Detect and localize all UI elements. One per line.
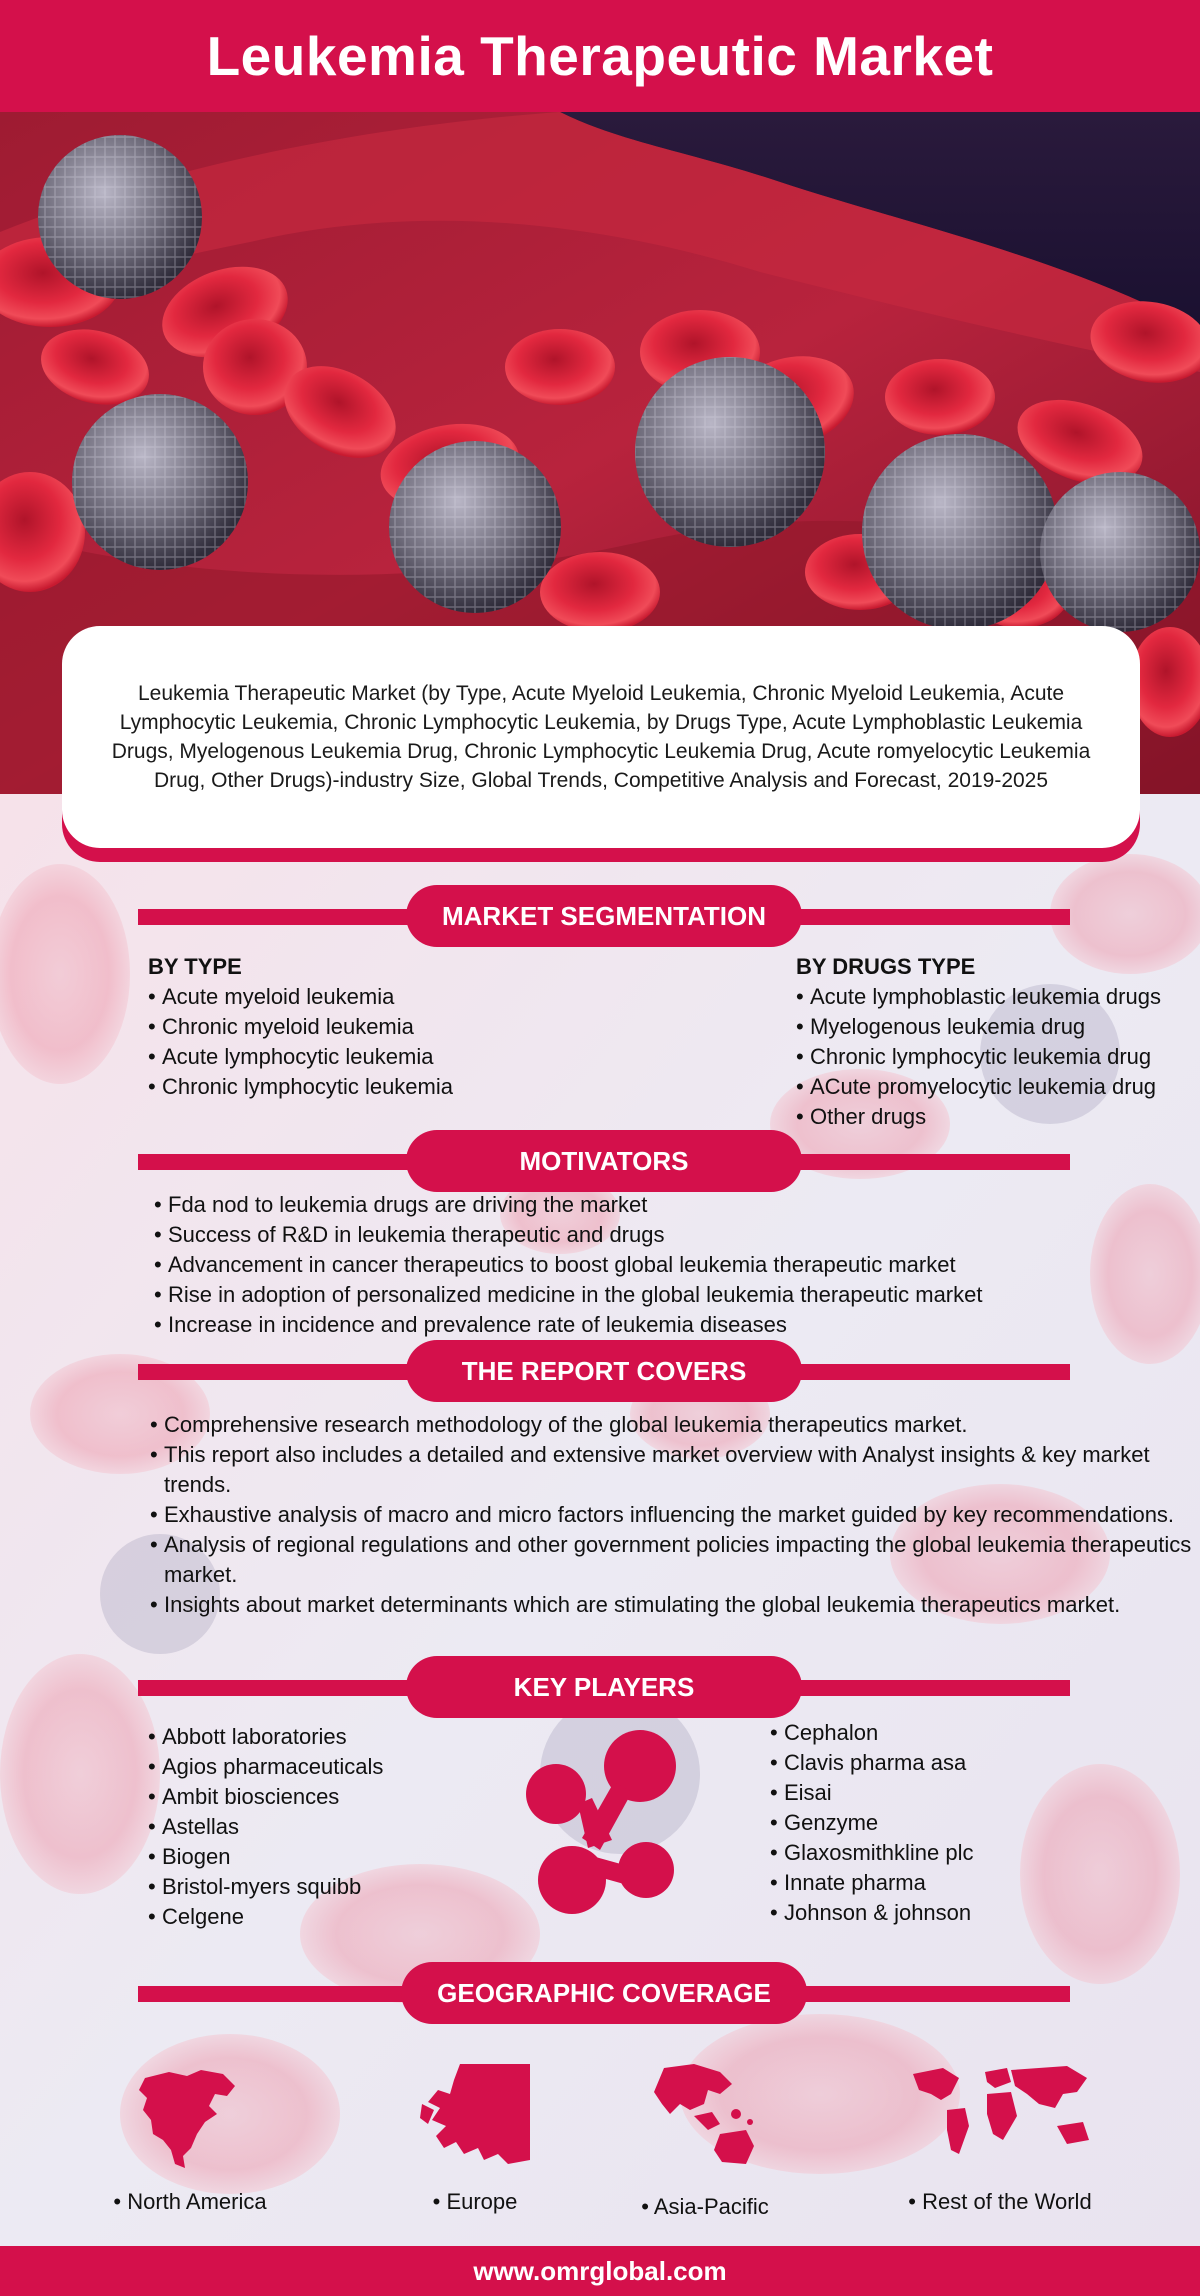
- region-europe: [385, 2064, 565, 2216]
- list-item: • Glaxosmithkline plc: [770, 1838, 1130, 1868]
- list-item: • Advancement in cancer therapeutics to boost global leukemia therapeutic market: [154, 1250, 1114, 1280]
- region-label: • Asia-Pacific: [615, 2193, 795, 2221]
- intro-card: [62, 626, 1140, 848]
- region-label: • North America: [95, 2188, 285, 2216]
- list-item: • Acute myeloid leukemia: [148, 982, 588, 1012]
- list-item: • Celgene: [148, 1902, 508, 1932]
- list-item: • Other drugs: [796, 1102, 1196, 1132]
- list-item: • Cephalon: [770, 1718, 1130, 1748]
- intro-text: Leukemia Therapeutic Market (by Type, Acute Myeloid Leukemia, Chronic Myeloid Leukemia, Acute Lymphocytic Leukemia, Chronic Lymphocytic Leukemia, by Drugs Type, Acute Lymphoblastic Leukemia Drugs, Myelogenous Leukemia Drug, Chronic Lymphocytic Leukemia Drug, Acute romyelocytic Leukemia Drug, Other Drugs)-industry Size, Global Trends, Competitive Analysis and Forecast, 2019-2025: [111, 682, 1091, 792]
- list-item: • ACute promyelocytic leukemia drug: [796, 1072, 1196, 1102]
- list-item: • Abbott laboratories: [148, 1722, 508, 1752]
- region-asia-pacific: [615, 2064, 795, 2221]
- north-america-map-icon: [135, 2064, 245, 2174]
- section-key-players: [138, 1656, 1070, 1718]
- region-label: • Rest of the World: [880, 2188, 1120, 2216]
- by-drugs-title: BY DRUGS TYPE: [796, 954, 976, 979]
- by-type-title: BY TYPE: [148, 954, 242, 979]
- region-label: • Europe: [385, 2188, 565, 2216]
- list-item: • Chronic lymphocytic leukemia: [148, 1072, 588, 1102]
- list-item: • Bristol-myers squibb: [148, 1872, 508, 1902]
- footer-bar: [0, 2246, 1200, 2296]
- list-item: • Johnson & johnson: [770, 1898, 1130, 1928]
- list-item: • Acute lymphoblastic leukemia drugs: [796, 982, 1196, 1012]
- page-title: Leukemia Therapeutic Market: [206, 25, 994, 87]
- list-item: • Exhaustive analysis of macro and micro factors influencing the market guided by key recommendations.: [150, 1500, 1198, 1530]
- list-item: • Chronic myeloid leukemia: [148, 1012, 588, 1042]
- list-item: • Comprehensive research methodology of the global leukemia therapeutics market.: [150, 1410, 1198, 1440]
- section-title: KEY PLAYERS: [406, 1656, 802, 1718]
- section-report-covers: [138, 1340, 1070, 1402]
- section-motivators: [138, 1130, 1070, 1192]
- list-item: • This report also includes a detailed and extensive market overview with Analyst insights & key market trends.: [150, 1440, 1198, 1500]
- list-item: • Eisai: [770, 1778, 1130, 1808]
- section-title: THE REPORT COVERS: [406, 1340, 802, 1402]
- section-title: MARKET SEGMENTATION: [406, 885, 802, 947]
- footer-url[interactable]: www.omrglobal.com: [473, 2255, 727, 2286]
- section-geographic-coverage: [138, 1962, 1070, 2024]
- list-item: • Clavis pharma asa: [770, 1748, 1130, 1778]
- list-item: • Agios pharmaceuticals: [148, 1752, 508, 1782]
- players-left-list: [148, 1722, 508, 1932]
- list-item: • Increase in incidence and prevalence rate of leukemia diseases: [154, 1310, 1114, 1340]
- list-item: • Insights about market determinants which are stimulating the global leukemia therapeutics market.: [150, 1590, 1198, 1620]
- list-item: • Acute lymphocytic leukemia: [148, 1042, 588, 1072]
- region-north-america: [95, 2064, 285, 2216]
- world-map-icon: [907, 2064, 1093, 2164]
- list-item: • Success of R&D in leukemia therapeutic and drugs: [154, 1220, 1114, 1250]
- report-list: [150, 1410, 1198, 1620]
- list-item: • Myelogenous leukemia drug: [796, 1012, 1196, 1042]
- list-item: • Chronic lymphocytic leukemia drug: [796, 1042, 1196, 1072]
- list-item: • Ambit biosciences: [148, 1782, 508, 1812]
- list-item: • Astellas: [148, 1812, 508, 1842]
- asia-pacific-map-icon: [650, 2064, 760, 2174]
- motivators-list: [154, 1190, 1114, 1340]
- list-item: • Biogen: [148, 1842, 508, 1872]
- by-drugs-column: [796, 952, 1196, 1132]
- section-title: MOTIVATORS: [406, 1130, 802, 1192]
- list-item: • Rise in adoption of personalized medicine in the global leukemia therapeutic market: [154, 1280, 1114, 1310]
- molecule-icon: [516, 1720, 684, 1920]
- europe-map-icon: [420, 2064, 530, 2174]
- region-rest-of-world: [880, 2064, 1120, 2216]
- list-item: • Genzyme: [770, 1808, 1130, 1838]
- list-item: • Innate pharma: [770, 1868, 1130, 1898]
- list-item: • Analysis of regional regulations and other government policies impacting the global leukemia therapeutics market.: [150, 1530, 1198, 1590]
- players-right-list: [770, 1718, 1130, 1928]
- list-item: • Fda nod to leukemia drugs are driving the market: [154, 1190, 1114, 1220]
- section-market-segmentation: [138, 885, 1070, 947]
- by-type-column: [148, 952, 588, 1102]
- section-title: GEOGRAPHIC COVERAGE: [401, 1962, 807, 2024]
- title-banner: [0, 0, 1200, 112]
